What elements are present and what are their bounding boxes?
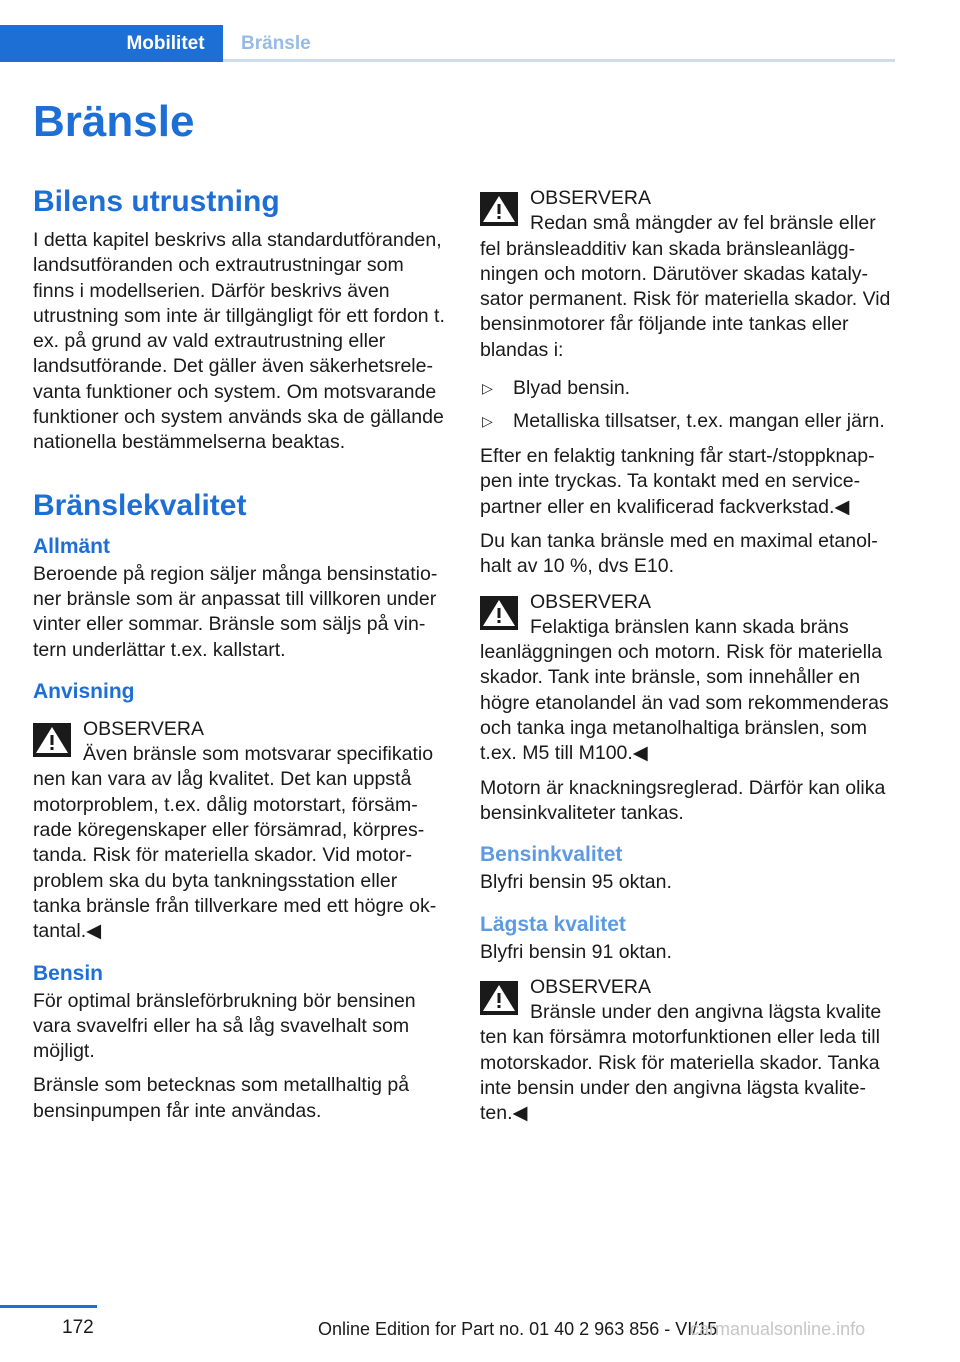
heading-equipment: Bilens utrustning <box>33 185 280 218</box>
warning-icon <box>480 192 518 226</box>
list-item-text: Blyad bensin. <box>513 377 631 400</box>
paragraph-ethanol: Du kan tanka bränsle med en maximal etanolhalt av 10 %, dvs E10. <box>480 529 878 578</box>
warning-title: OBSERVERA <box>83 717 205 740</box>
heading-fuel-quality: Bränslekvalitet <box>33 488 247 522</box>
warning-line: Felaktiga bränslen kann skada bräns <box>530 615 849 638</box>
warning-text: ten kan försämra motorfunktionen eller leda till motorskador. Risk för materiella skador. Tanka inte bensin under den angivna lägsta kvaliteten.◀ <box>480 1026 880 1125</box>
warning-icon <box>480 981 518 1015</box>
forbidden-list <box>480 372 895 438</box>
warning-title: OBSERVERA <box>530 187 652 209</box>
paragraph-petrol-quality: Blyfri bensin 95 oktan. <box>480 871 672 894</box>
triangle-bullet-icon: ▷ <box>482 380 493 397</box>
triangle-bullet-icon: ▷ <box>482 413 493 430</box>
heading-petrol-quality: Bensinkvalitet <box>480 843 623 867</box>
list-item <box>480 372 895 405</box>
warning-text: fel bränsleadditiv kan skada bränsleanläggningen och motorn. Därutöver skadas katalysator permanent. Risk för materiella skador. Vid bensinmotorer får följande inte tankas eller blandas i: <box>480 237 891 361</box>
heading-petrol: Bensin <box>33 961 104 985</box>
heading-note: Anvisning <box>33 679 135 703</box>
heading-min-quality: Lägsta kvalitet <box>480 912 626 936</box>
paragraph-after-list: Efter en felaktig tankning får start-/stoppknappen inte tryckas. Ta kontakt med en servicepartner eller en kvalificerad fackverkstad.◀ <box>480 445 875 518</box>
warning-block <box>480 186 895 363</box>
edition-text: Online Edition for Part no. 01 40 2 963 856 - VI/15 <box>318 1319 718 1339</box>
paragraph-knock: Motorn är knackningsreglerad. Därför kan olika bensinkvaliteter tankas. <box>480 776 886 824</box>
warning-block <box>33 717 448 945</box>
warning-icon <box>33 723 71 757</box>
watermark: carmanualsonline.info <box>690 1319 866 1339</box>
page-number: 172 <box>62 1317 94 1338</box>
list-item-text: Metalliska tillsatser, t.ex. mangan eller järn. <box>513 410 885 433</box>
page-header <box>0 25 895 61</box>
warning-text: leanläggningen och motorn. Risk för materiella skador. Tank inte bränsle, som innehåller en högre etanolandel än vad som rekommenderas och tanka inga metanolhaltiga bränslen, som t.ex. M5 till M100.◀ <box>480 641 889 765</box>
warning-title: OBSERVERA <box>530 975 652 998</box>
tab-mobilitet[interactable] <box>0 25 223 62</box>
warning-line: Bränsle under den angivna lägsta kvalite <box>530 1001 882 1024</box>
footer-rule <box>0 1305 97 1308</box>
paragraph-min-quality: Blyfri bensin 91 oktan. <box>480 940 672 963</box>
page-title: Bränsle <box>33 97 195 146</box>
list-item <box>480 405 895 438</box>
warning-line: Även bränsle som motsvarar specifikatio <box>83 743 434 766</box>
warning-block <box>480 975 895 1127</box>
paragraph-equipment: I detta kapitel beskrivs alla standardutföranden, landsutföranden och extrautrustningar som finns i modellserien. Därför beskrivs även utrustning som inte är tillgängligt för ett fordon t. ex. på grund av vald extrautrustning eller landsutförande. Det gäller även säkerhetsrelevanta funktioner och system. Om motsvarande funktioner och system används ska de gällande nationella bestämmelserna beaktas. <box>33 229 445 454</box>
warning-text: nen kan vara av låg kvalitet. Det kan uppstå motorproblem, t.ex. dålig motorstart, försämrade köregenskaper eller försämrad, körprestanda. Risk för materiella skador. Vid motorproblem ska du byta tankningsstation eller tanka bränsle från tillverkare med ett högre oktantal.◀ <box>33 768 437 943</box>
left-column <box>33 182 448 1133</box>
warning-icon <box>480 596 518 630</box>
tab-mobilitet-label: Mobilitet <box>126 33 205 54</box>
right-column <box>480 186 895 1136</box>
paragraph-general: Beroende på region säljer många bensinstationer bränsle som är anpassat till villkoren under vinter eller sommar. Bränsle som säljs på vintern underlättar t.ex. kallstart. <box>33 562 438 661</box>
tab-bransle[interactable]: Bränsle <box>241 33 311 54</box>
paragraph-petrol-1: För optimal bränsleförbrukning bör bensinen vara svavelfri eller ha så låg svavelhalt som möjligt. <box>33 989 416 1063</box>
warning-line: Redan små mängder av fel bränsle eller <box>530 212 876 235</box>
warning-block <box>480 590 895 767</box>
heading-general: Allmänt <box>33 534 111 558</box>
paragraph-petrol-2: Bränsle som betecknas som metallhaltig på bensinpumpen får inte användas. <box>33 1074 410 1122</box>
warning-title: OBSERVERA <box>530 590 652 613</box>
